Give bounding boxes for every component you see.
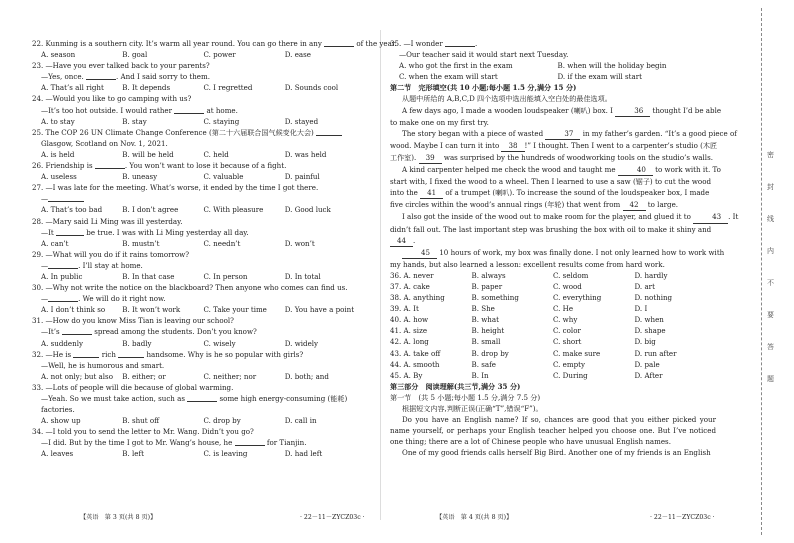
- cloze-p5-line1: 45 10 hours of work, my box was finally done. I not only learned how to work with: [390, 247, 716, 259]
- q27-stem: 27. —I was late for the meeting. What’s worse, it ended by the time I got there.: [32, 183, 319, 193]
- seal-char: 要: [767, 311, 774, 319]
- section2-title: 第二节 完形填空(共 10 小题;每小题 1.5 分,满分 15 分): [390, 83, 577, 93]
- q35-options-2: C. when the exam will start D. if the exam will start: [399, 72, 642, 82]
- q29-stem: 29. —What will you do if it rains tomorrow?: [32, 249, 190, 259]
- q30-answer-line: — . We will do it right now.: [41, 294, 166, 304]
- cloze-p5-line2: my hands, but also learned a lesson: excellent results come from hard work.: [390, 259, 665, 269]
- cloze-p2-line2: wood. Maybe I can turn it into 38 !” I thought. Then I went to a carpenter’s studio (木匠: [390, 140, 716, 152]
- binding-margin: [718, 0, 794, 543]
- q34-answer-line: —I did. But by the time I got to Mr. Wang’s house, he for Tianjin.: [41, 438, 307, 448]
- q26-stem: 26. Friendship is . You won’t want to lose it because of a fight.: [32, 161, 287, 171]
- seal-char: 封: [767, 183, 774, 191]
- footer-right-page: 【英语 第 4 页(共 8 页)】: [436, 514, 513, 521]
- seal-line: [761, 8, 762, 535]
- cloze-options-40: 40. A. how B. what C. why D. when: [390, 315, 664, 325]
- q32-answer-line: —Well, he is humorous and smart.: [41, 360, 165, 370]
- cloze-options-42: 42. A. long B. small C. short D. big: [390, 337, 656, 347]
- q34-stem: 34. —I told you to send the letter to Mr. Wang. Didn’t you go?: [32, 427, 254, 437]
- q33-answer-line: —Yeah. So we must take action, such as some high energy-consuming (能耗): [41, 394, 348, 403]
- right-column: [390, 38, 739, 458]
- q32-stem: 32. —He is rich handsome. Why is he so popular with girls?: [32, 349, 304, 359]
- seal-char: 题: [767, 375, 774, 383]
- cloze-p3-line1: A kind carpenter helped me check the wood and taught me 40 to work with it. To: [390, 164, 716, 176]
- seal-char: 答: [767, 343, 774, 351]
- q31-answer-line: —It’s spread among the students. Don’t you know?: [41, 327, 257, 337]
- q28-answer-line: —It be true. I was with Li Ming yesterday all day.: [41, 227, 249, 237]
- cloze-options-36: 36. A. never B. always C. seldom D. hardly: [390, 270, 668, 280]
- q23-stem: 23. —Have you ever talked back to your parents?: [32, 61, 210, 71]
- q28-stem: 28. —Mary said Li Ming was ill yesterday.: [32, 216, 183, 226]
- cloze-p3-line4: five circles within the wood’s annual rings (年轮) that went from 42 to large.: [390, 199, 716, 211]
- q29-options: A. In public B. In that case C. In person D. In total: [41, 271, 321, 281]
- q33-stem: 33. —Lots of people will die because of global warming.: [32, 382, 234, 392]
- cloze-options-44: 44. A. smooth B. safe C. empty D. pale: [390, 359, 660, 369]
- q29-answer-line: — . I’ll stay at home.: [41, 260, 143, 270]
- q34-options: A. leaves B. left C. is leaving D. had left: [41, 449, 323, 459]
- q28-options: A. can’t B. mustn’t C. needn’t D. won’t: [41, 238, 315, 248]
- q32-options: A. not only; but also B. either; or C. neither; nor D. both; and: [41, 371, 329, 381]
- q31-options: A. suddenly B. badly C. wisely D. widely: [41, 338, 319, 348]
- q26-options: A. useless B. uneasy C. valuable D. painful: [41, 172, 320, 182]
- seal-char: 线: [767, 215, 774, 223]
- footer-left-code: · 22－11－ZYCZ03c ·: [300, 514, 365, 521]
- q27-options: A. That’s too bad B. I don’t agree C. With pleasure D. Good luck: [41, 205, 331, 215]
- q35-stem: 35. —I wonder .: [390, 39, 478, 48]
- cloze-options-37: 37. A. cake B. paper C. wood D. art: [390, 281, 655, 291]
- q33-answer-cont: factories.: [41, 405, 75, 415]
- cloze-options-43: 43. A. take off B. drop by C. make sure D. run after: [390, 348, 677, 358]
- q30-options: A. I don’t think so B. It won’t work C. Take your time D. You have a point: [41, 305, 355, 315]
- q23-options: A. That’s all right B. It depends C. I regretted D. Sounds cool: [41, 83, 339, 93]
- q24-stem: 24. —Would you like to go camping with us?: [32, 94, 192, 104]
- q24-options: A. to stay B. stay C. staying D. stayed: [41, 116, 319, 126]
- cloze-p2-line1: The story began with a piece of wasted 37 in my father’s garden. “It’s a good piece of: [390, 128, 716, 140]
- column-divider: [380, 30, 381, 520]
- section2-instruction: 从题中所给的 A,B,C,D 四个选项中选出能填入空白处的最佳选项。: [402, 94, 612, 104]
- q24-answer-line: —It’s too hot outside. I would rather at home.: [41, 105, 238, 115]
- section3-1-title: 第一节 (共 5 小题;每小题 1.5 分,满分 7.5 分): [390, 392, 541, 402]
- q22-stem: 22. Kunming is a southern city. It’s warm all year round. You can go there in any of the year.: [32, 39, 397, 48]
- seal-char: 密: [767, 151, 774, 159]
- q31-stem: 31. —How do you know Miss Tian is leaving our school?: [32, 316, 234, 326]
- q23-answer-line: —Yes, once. . And I said sorry to them.: [41, 72, 210, 82]
- q25-stem: 25. The COP 26 UN Climate Change Conference (第二十六届联合国气候变化大会): [32, 127, 366, 138]
- q30-stem: 30. —Why not write the notice on the blackboard? Then anyone who comes can find us.: [32, 283, 348, 293]
- section3-title: 第三部分 阅读理解(共三节,满分 35 分): [390, 381, 521, 391]
- q25-stem-cont: Glasgow, Scotland on Nov. 1, 2021.: [41, 138, 168, 148]
- cloze-p3-line3: into the 41 of a trumpet (喇叭). To increase the sound of the loudspeaker box, I made: [390, 187, 716, 199]
- seal-char: 不: [767, 279, 774, 287]
- reading-paragraph-1: Do you have an English name? If so, chances are good that you either picked your name yourself, or perhaps your English teacher helped you choose one. But I’ve noticed one thing; there are a lot of Chinese people who have unusual English names.: [390, 415, 716, 447]
- cloze-p2-line3: 工作室). 39 was surprised by the hundreds of woodworking tools on the studio’s walls.: [390, 152, 716, 164]
- q33-options: A. show up B. shut off C. drop by D. call in: [41, 416, 317, 426]
- cloze-options-41: 41. A. size B. height C. color D. shape: [390, 326, 666, 336]
- q35-answer-line: —Our teacher said it would start next Tuesday.: [399, 50, 569, 60]
- cloze-p1-line2: to make one on my first try.: [390, 117, 489, 127]
- section3-1-instruction: 根据短文内容,判断正误(正确“T”,错误“F”)。: [402, 404, 543, 413]
- cloze-p1-line1: A few days ago, I made a wooden loudspeaker (喇叭) box. I 36 thought I’d be able: [390, 105, 716, 117]
- cloze-options-45: 45. A. By B. In C. During D. After: [390, 370, 663, 380]
- q27-answer-line: —: [32, 193, 366, 204]
- footer-left-page: 【英语 第 3 页(共 8 页)】: [80, 514, 157, 521]
- seal-char: 内: [767, 247, 774, 255]
- cloze-options-39: 39. A. It B. She C. He D. I: [390, 304, 648, 314]
- cloze-p4-line3: 44 .: [390, 235, 716, 247]
- q35-options-1: A. who got the first in the exam B. when will the holiday begin: [399, 61, 667, 71]
- footer-right-code: · 22－11－ZYCZ03c ·: [650, 514, 715, 521]
- q25-options: A. is held B. will be held C. held D. was held: [41, 149, 327, 159]
- q22-options: A. season B. goal C. power D. ease: [41, 50, 311, 60]
- seal-warning: [767, 150, 777, 384]
- cloze-p3-line2: start with, I fixed the wood to a wheel. Then I learned to use a saw (锯子) to cut the wood: [390, 177, 712, 187]
- cloze-p4-line2: didn’t fall out. The last important step was brushing the box with oil to make it shiny and: [390, 224, 712, 234]
- cloze-options-38: 38. A. anything B. something C. everything D. nothing: [390, 293, 673, 303]
- cloze-p4-line1: I also got the inside of the wood out to make room for the player, and glued it to 43 . It: [390, 211, 716, 223]
- reading-paragraph-2: One of my good friends calls herself Big Bird. Another one of my friends is an English: [402, 448, 711, 458]
- left-column: [32, 38, 397, 460]
